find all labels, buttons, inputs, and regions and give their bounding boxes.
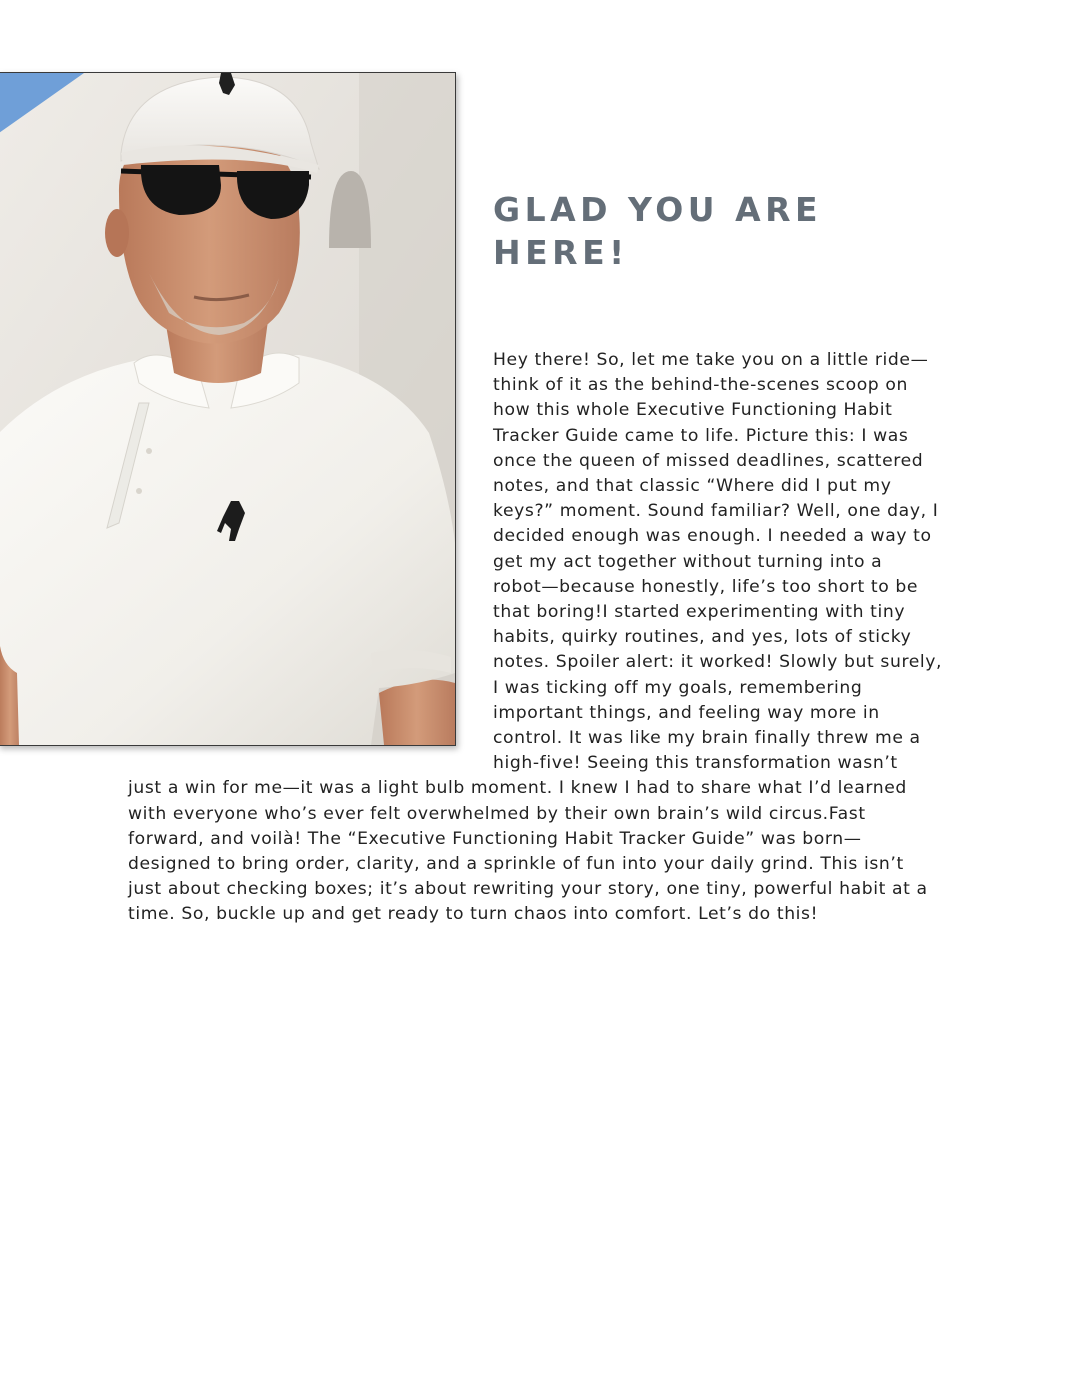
paragraph-line: time. So, buckle up and get ready to turn chaos into comfort. Let’s do this! <box>128 904 819 925</box>
paragraph-line: I was ticking off my goals, remembering <box>493 677 863 698</box>
paragraph-line: forward, and voilà! The “Executive Functioning Habit Tracker Guide” was born— <box>128 828 862 849</box>
paragraph-line: keys?” moment. Sound familiar? Well, one day, I <box>493 501 939 522</box>
paragraph-line: notes. Spoiler alert: it worked! Slowly but surely, <box>493 652 943 673</box>
paragraph-line: high-five! Seeing this transformation wasn’t <box>493 753 898 774</box>
paragraph-line: notes, and that classic “Where did I put my <box>493 476 892 496</box>
paragraph-line: get my act together without turning into a <box>493 551 883 572</box>
page-title-line-2: HERE! <box>493 233 629 272</box>
paragraph-line: think of it as the behind-the-scenes scoop on <box>493 375 908 396</box>
paragraph-line: with everyone who’s ever felt overwhelmed by their own brain’s wild circus.Fast <box>128 803 866 824</box>
paragraph-line: control. It was like my brain finally threw me a <box>493 728 921 748</box>
paragraph-line: just about checking boxes; it’s about rewriting your story, one tiny, powerful habit at a <box>128 879 928 900</box>
paragraph-line: how this whole Executive Functioning Habit <box>493 400 893 421</box>
paragraph-line: just a win for me—it was a light bulb moment. I knew I had to share what I’d learned <box>128 778 907 799</box>
page-title <box>493 188 933 274</box>
paragraph-line: important things, and feeling way more in <box>493 702 880 723</box>
paragraph-line: robot—because honestly, life’s too short to be <box>493 576 919 597</box>
paragraph-line: habits, quirky routines, and yes, lots of sticky <box>493 627 912 648</box>
paragraph-line: that boring!I started experimenting with tiny <box>493 602 906 622</box>
paragraph-line: Tracker Guide came to life. Picture this: I was <box>493 425 909 446</box>
right-arm <box>379 680 455 745</box>
paragraph-line: Hey there! So, let me take you on a little ride— <box>493 350 929 370</box>
author-photo-image <box>0 73 455 745</box>
paragraph-line: designed to bring order, clarity, and a sprinkle of fun into your daily grind. This isn’t <box>128 854 904 874</box>
author-photo <box>0 72 456 746</box>
paragraph-line: once the queen of missed deadlines, scattered <box>493 450 924 471</box>
paragraph-line: decided enough was enough. I needed a way to <box>493 526 932 547</box>
polo-shirt <box>0 355 455 745</box>
page-title-line-1: GLAD YOU ARE <box>493 190 823 229</box>
